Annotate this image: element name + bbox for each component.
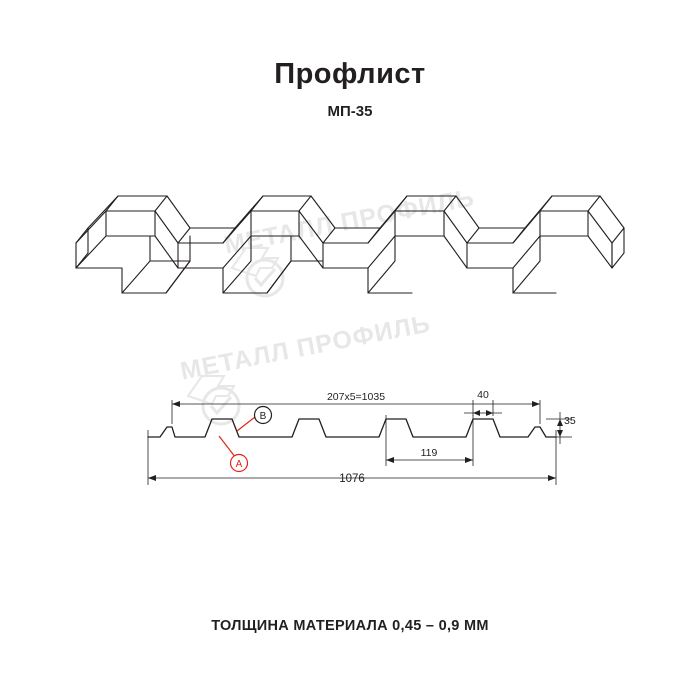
- isometric-view: [76, 196, 624, 293]
- dimension-height: 35: [564, 415, 576, 427]
- callout-a: [231, 455, 248, 472]
- watermark-top-text: МЕТАЛЛ ПРОФИЛЬ: [222, 183, 477, 260]
- dimension-total-width: 1076: [339, 473, 365, 485]
- cross-section-view: [148, 419, 556, 437]
- watermark-bottom-text: МЕТАЛЛ ПРОФИЛЬ: [178, 309, 433, 386]
- page-subtitle: МП-35: [327, 103, 373, 120]
- callout-a-label: A: [235, 459, 243, 470]
- dimension-rib-top-width: 40: [477, 389, 489, 401]
- page-title: Профлист: [274, 58, 426, 90]
- watermark-logo-top: [232, 248, 283, 296]
- callout-b: [255, 407, 272, 424]
- dimension-pitch: 207х5=1035: [326, 391, 386, 403]
- dimension-rib-pitch: 119: [420, 447, 438, 459]
- callout-b-label: B: [259, 411, 267, 422]
- material-thickness-note: ТОЛЩИНА МАТЕРИАЛА 0,45 – 0,9 ММ: [211, 618, 489, 634]
- watermark-logo-bottom: [188, 376, 239, 424]
